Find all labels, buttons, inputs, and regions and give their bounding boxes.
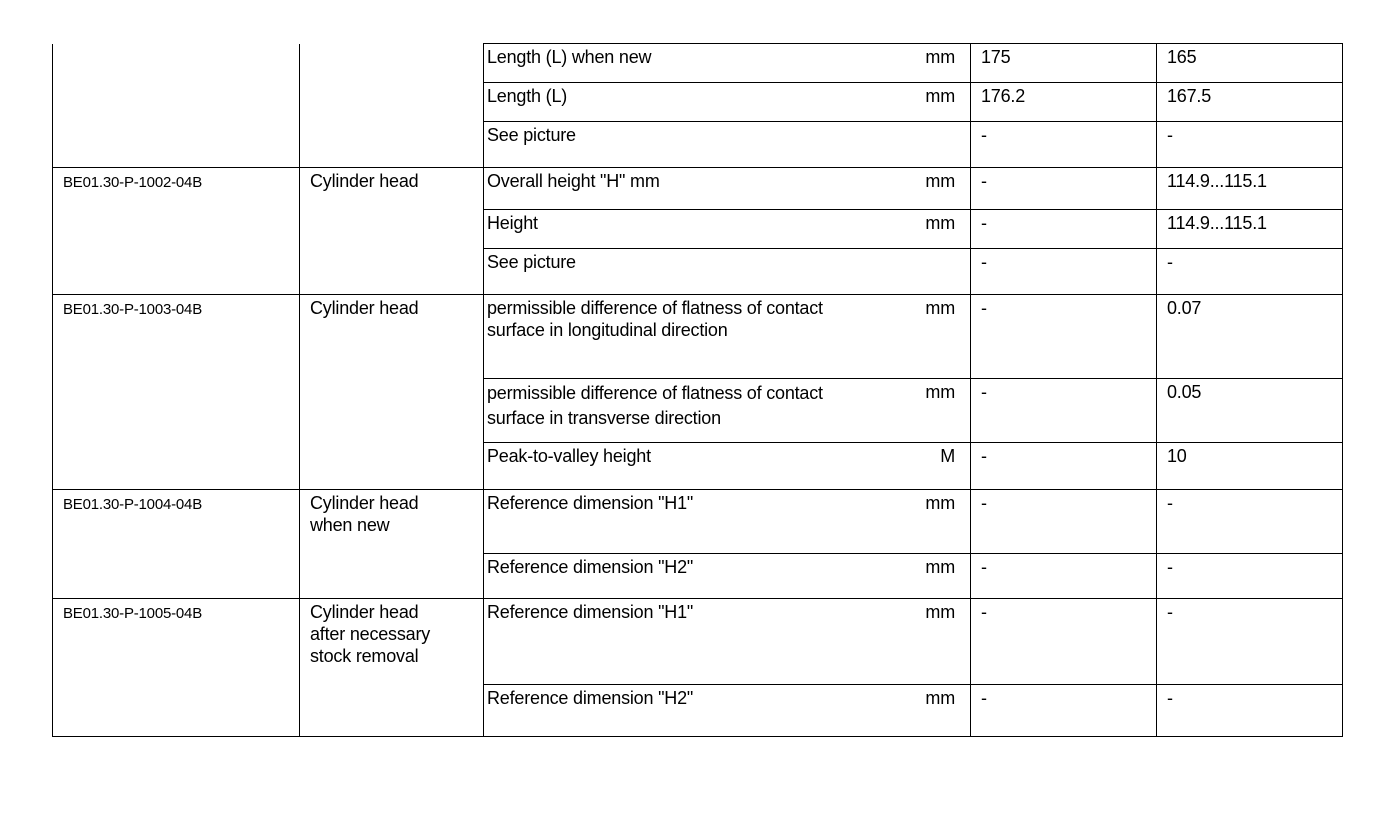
parameter-description: Reference dimension "H1" — [484, 490, 921, 554]
value-column-2: - — [1157, 685, 1343, 737]
component-name: Cylinder head — [300, 168, 484, 295]
parameter-description: Peak-to-valley height — [484, 443, 921, 490]
document-code — [53, 44, 300, 168]
unit: mm — [921, 44, 971, 83]
table-row — [53, 599, 1343, 685]
component-name: Cylinder head after necessary stock removal — [300, 599, 484, 737]
unit: mm — [921, 168, 971, 210]
value-column-1: - — [971, 554, 1157, 599]
unit: mm — [921, 685, 971, 737]
value-column-1: - — [971, 122, 1157, 168]
value-column-1: - — [971, 685, 1157, 737]
parameter-description: Length (L) — [484, 83, 921, 122]
component-name — [300, 44, 484, 168]
document-code: BE01.30-P-1002-04B — [53, 168, 300, 295]
document-code: BE01.30-P-1004-04B — [53, 490, 300, 599]
value-column-2: 114.9...115.1 — [1157, 210, 1343, 249]
unit: mm — [921, 210, 971, 249]
parameter-description: See picture — [484, 249, 921, 295]
unit: mm — [921, 379, 971, 443]
value-column-1: 176.2 — [971, 83, 1157, 122]
value-column-1: - — [971, 249, 1157, 295]
table-row — [53, 168, 1343, 210]
parameter-description: permissible difference of flatness of contact surface in longitudinal direction — [484, 295, 921, 379]
parameter-description: Overall height "H" mm — [484, 168, 921, 210]
table-row — [53, 295, 1343, 379]
parameter-description: See picture — [484, 122, 921, 168]
table-row — [53, 490, 1343, 554]
value-column-2: 167.5 — [1157, 83, 1343, 122]
unit: mm — [921, 490, 971, 554]
document-code: BE01.30-P-1003-04B — [53, 295, 300, 490]
unit: mm — [921, 554, 971, 599]
value-column-2: - — [1157, 490, 1343, 554]
parameter-description: Reference dimension "H2" — [484, 554, 921, 599]
parameter-description: Height — [484, 210, 921, 249]
value-column-2: - — [1157, 122, 1343, 168]
parameter-description: Length (L) when new — [484, 44, 921, 83]
specification-table — [52, 43, 1343, 737]
unit — [921, 122, 971, 168]
value-column-1: - — [971, 295, 1157, 379]
value-column-2: 165 — [1157, 44, 1343, 83]
parameter-description: Reference dimension "H1" — [484, 599, 921, 685]
value-column-2: - — [1157, 554, 1343, 599]
value-column-2: 0.05 — [1157, 379, 1343, 443]
unit — [921, 249, 971, 295]
value-column-1: - — [971, 599, 1157, 685]
value-column-1: - — [971, 490, 1157, 554]
value-column-1: 175 — [971, 44, 1157, 83]
value-column-1: - — [971, 210, 1157, 249]
unit: mm — [921, 83, 971, 122]
document-code: BE01.30-P-1005-04B — [53, 599, 300, 737]
parameter-description: Reference dimension "H2" — [484, 685, 921, 737]
value-column-1: - — [971, 379, 1157, 443]
unit: M — [921, 443, 971, 490]
value-column-1: - — [971, 443, 1157, 490]
component-name: Cylinder head — [300, 295, 484, 490]
value-column-2: 114.9...115.1 — [1157, 168, 1343, 210]
component-name: Cylinder head when new — [300, 490, 484, 599]
parameter-description: permissible difference of flatness of contact surface in transverse direction — [484, 379, 921, 443]
table-row — [53, 44, 1343, 83]
value-column-1: - — [971, 168, 1157, 210]
value-column-2: - — [1157, 599, 1343, 685]
value-column-2: - — [1157, 249, 1343, 295]
unit: mm — [921, 295, 971, 379]
value-column-2: 10 — [1157, 443, 1343, 490]
value-column-2: 0.07 — [1157, 295, 1343, 379]
unit: mm — [921, 599, 971, 685]
